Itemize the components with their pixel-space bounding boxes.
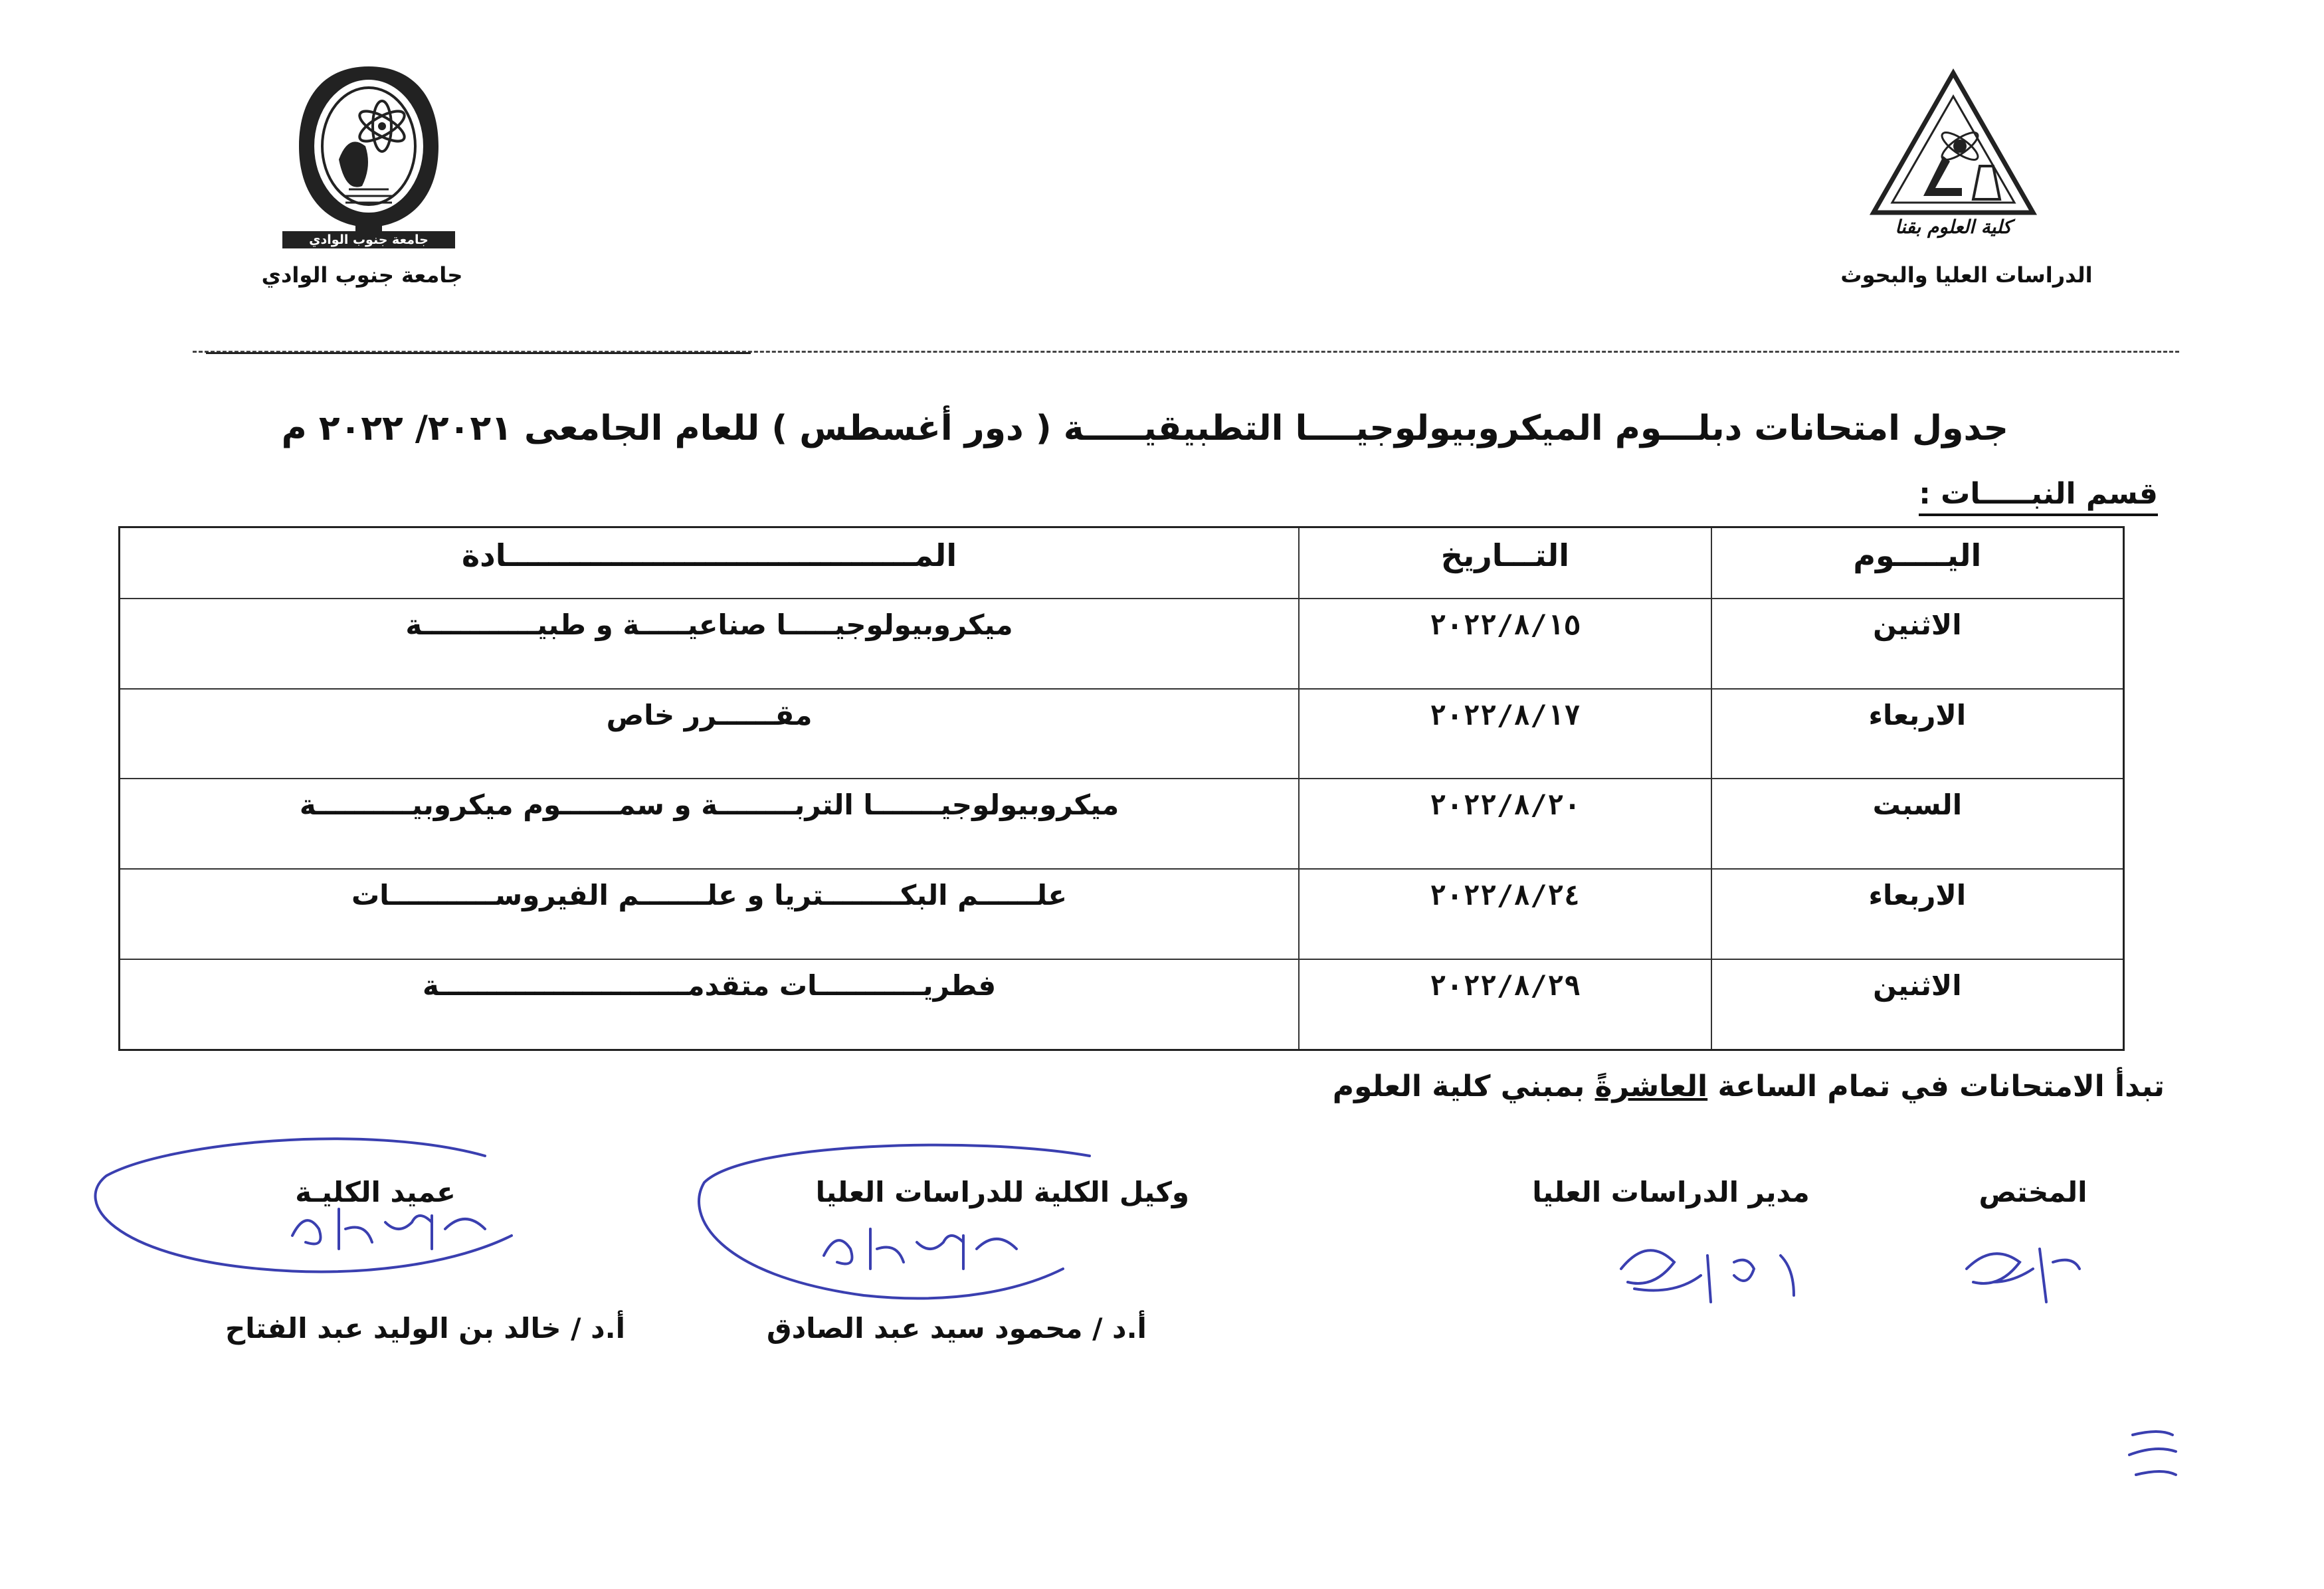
row-date: ٢٠٢٢/٨/١٧ bbox=[1299, 689, 1711, 779]
vice-dean-signature bbox=[691, 1143, 1143, 1335]
row-day: الاربعاء bbox=[1711, 689, 2124, 779]
table-row bbox=[120, 599, 2124, 689]
table-row bbox=[120, 869, 2124, 959]
dean-title: عميد الكليـة bbox=[295, 1176, 456, 1208]
row-date: ٢٠٢٢/٨/٢٠ bbox=[1299, 779, 1711, 869]
faculty-logo bbox=[1860, 66, 2046, 246]
exam-time-note bbox=[1333, 1070, 2165, 1103]
row-day: السبت bbox=[1711, 779, 2124, 869]
specialist-title: المختص bbox=[1979, 1176, 2087, 1208]
note-before: تبدأ الامتحانات في تمام الساعة bbox=[1707, 1070, 2165, 1103]
vice-dean-title: وكيل الكلية للدراسات العليا bbox=[815, 1176, 1189, 1208]
table-row bbox=[120, 779, 2124, 869]
row-date: ٢٠٢٢/٨/٢٤ bbox=[1299, 869, 1711, 959]
university-seal-icon bbox=[282, 60, 455, 252]
row-date: ٢٠٢٢/٨/١٥ bbox=[1299, 599, 1711, 689]
row-day: الاثنين bbox=[1711, 599, 2124, 689]
department-caption: الدراسات العليا والبحوث bbox=[1840, 262, 2093, 288]
exam-schedule-table bbox=[118, 526, 2125, 1051]
university-logo bbox=[282, 60, 455, 252]
row-date: ٢٠٢٢/٨/٢٩ bbox=[1299, 959, 1711, 1050]
table-row bbox=[120, 689, 2124, 779]
header-date: التـــاريخ bbox=[1299, 527, 1711, 599]
faculty-logo-arabic: كلية العلوم بقنا bbox=[1895, 216, 2012, 238]
row-day: الاثنين bbox=[1711, 959, 2124, 1050]
specialist-signature bbox=[1953, 1229, 2099, 1315]
dean-name: أ.د / خالد بن الوليد عبد الفتاح bbox=[225, 1312, 625, 1345]
university-caption: جامعة جنوب الوادي bbox=[261, 262, 463, 288]
row-subject: فطريـــــــــــات متقدمــــــــــــــــــــــــــة bbox=[120, 959, 1300, 1050]
department-label: قسم النبـــــات : bbox=[1919, 477, 2158, 516]
document-title: جدول امتحانات دبلـــوم الميكروبيولوجيــــا التطبيقيـــــة ( دور أغسطس ) للعام الجامعى ٢٠٢١/ ٢٠٢٢ م bbox=[281, 409, 2008, 448]
header-separator-solid bbox=[206, 352, 751, 354]
row-day: الاربعاء bbox=[1711, 869, 2124, 959]
director-title: مدير الدراسات العليا bbox=[1532, 1176, 1810, 1208]
row-subject: علــــــم البكــــــــتريا و علـــــــم الفيروســـــــــــات bbox=[120, 869, 1300, 959]
table-header-row bbox=[120, 527, 2124, 599]
row-subject: مقــــــرر خاص bbox=[120, 689, 1300, 779]
director-signature bbox=[1608, 1229, 1834, 1315]
header-subject: المـــــــــــــــــــــــــــــــــــــــادة bbox=[120, 527, 1300, 599]
logo-arabic-text: جامعة جنوب الوادي bbox=[309, 233, 429, 247]
row-subject: ميكروبيولوجيـــــــا التربــــــــة و سمــــــوم ميكروبيــــــــــة bbox=[120, 779, 1300, 869]
row-subject: ميكروبيولوجيـــــا صناعيـــــة و طبيــــــــــــة bbox=[120, 599, 1300, 689]
note-underlined: العاشرةً bbox=[1595, 1070, 1708, 1103]
table-row bbox=[120, 959, 2124, 1050]
margin-scribble bbox=[2119, 1422, 2192, 1488]
note-after: بمبني كلية العلوم bbox=[1332, 1070, 1595, 1103]
header-day: اليـــــوم bbox=[1711, 527, 2124, 599]
vice-dean-name: أ.د / محمود سيد عبد الصادق bbox=[767, 1312, 1147, 1345]
dean-signature bbox=[86, 1129, 565, 1322]
